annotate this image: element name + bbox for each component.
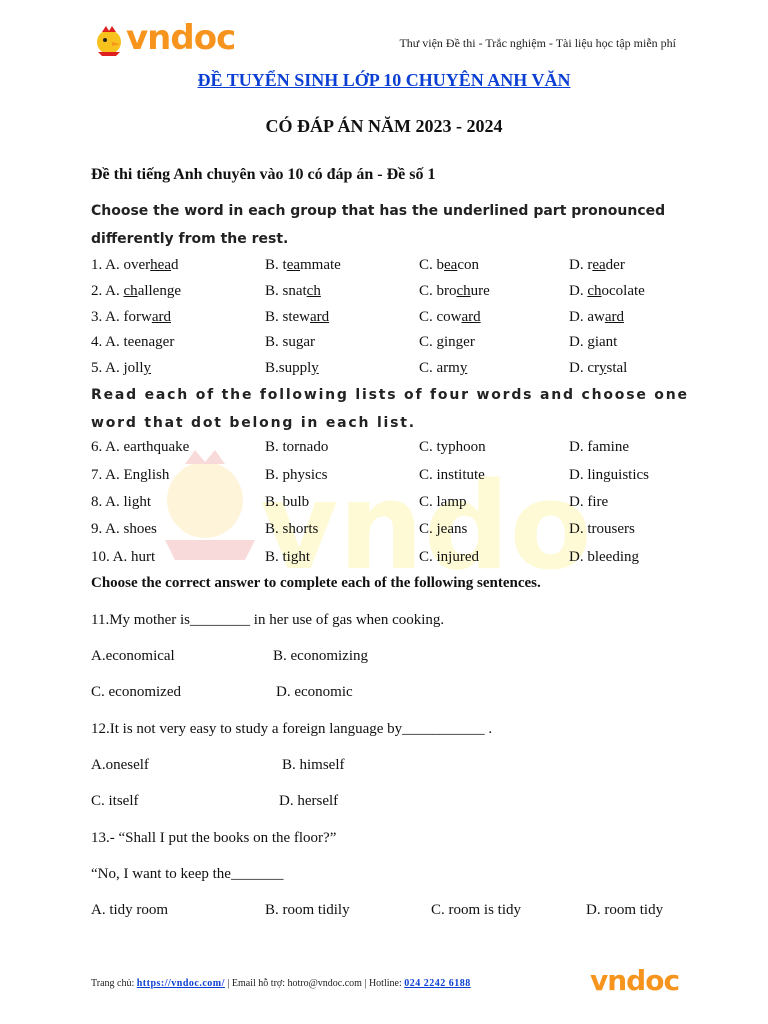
section1-question-row [91,334,711,358]
footer-home-label: Trang chủ: [91,978,135,989]
q13-option-a[interactable]: A. tidy room [91,902,169,918]
word-part: C. arm [419,360,460,376]
q8-option-d[interactable] [569,494,608,511]
underlined-part: ard [461,309,481,325]
q12-option-c[interactable]: C. itself [91,793,139,809]
underlined-part: y [459,360,468,376]
footer-home-link[interactable]: https://vndoc.com/ [136,978,225,989]
q2-option-d[interactable] [569,283,645,300]
q8-option-a[interactable] [91,494,151,511]
word-part: inger [444,334,475,350]
section2-question-row [91,467,711,491]
word-part: C. bro [419,283,457,299]
q9-option-a[interactable] [91,521,157,538]
q5-option-b[interactable] [265,360,319,377]
word-part: ure [470,283,490,299]
word-part: B. stew [265,309,310,325]
q7-option-d[interactable] [569,467,649,484]
q6-option-b[interactable] [265,439,328,456]
underlined-part: ch [306,283,321,299]
question-number: 8. A. [91,494,120,510]
section2-question-row [91,494,711,518]
word-part: ocolate [601,283,645,299]
word-part: B. t [265,257,287,273]
q2-option-a[interactable] [91,283,181,300]
q9-option-d[interactable] [569,521,635,538]
word-part: mmate [300,257,341,273]
footer-hotline[interactable]: 024 2242 6188 [404,978,471,989]
word-part: con [457,257,480,273]
option-text: D. bleeding [569,549,639,565]
question-number: 10. A. [91,549,128,565]
vndoc-logo[interactable] [92,18,242,60]
word-part: C. b [419,257,445,273]
document-subtitle: CÓ ĐÁP ÁN NĂM 2023 - 2024 [265,116,503,136]
q11-option-b[interactable]: B. economizing [273,648,368,664]
section1-question-row [91,283,711,307]
option-text: light [123,494,152,510]
q5-option-a[interactable] [91,360,151,377]
document-title[interactable]: ĐỀ TUYỂN SINH LỚP 10 CHUYÊN ANH VĂN [197,70,571,90]
option-text: C. jeans [419,521,468,537]
q3-option-d[interactable] [569,309,624,326]
header-tagline: Thư viện Đề thi - Trắc nghiệm - Tài liệu học tập miễn phí [399,36,676,50]
q4-option-c[interactable] [419,334,475,351]
word-part: D. cr [569,360,599,376]
q10-option-b[interactable] [265,549,310,566]
underlined-part: ea [592,257,606,273]
q10-option-d[interactable] [569,549,639,566]
q2-option-c[interactable] [419,283,490,300]
option-text: D. fire [569,494,609,510]
word-part: C. cow [419,309,462,325]
underlined-part: y [143,360,152,376]
q6-option-a[interactable] [91,439,189,456]
option-text: B. tornado [265,439,329,455]
q13-option-b[interactable]: B. room tidily [265,902,350,918]
word-part: der [605,257,625,273]
q4-option-d[interactable] [569,334,617,351]
footer-logo[interactable]: vndoc [590,964,680,997]
q13-option-c[interactable]: C. room is tidy [431,902,522,918]
q3-option-a[interactable] [91,309,171,326]
question-number: 1. A. [91,257,120,273]
question-number: 3. A. [91,309,120,325]
q1-option-b[interactable] [265,257,341,274]
q4-option-a[interactable] [91,334,174,351]
word-part: B.suppl [265,360,312,376]
section2-question-row [91,439,711,463]
q7-option-a[interactable] [91,467,169,484]
word-part: D. aw [569,309,605,325]
question-number: 5. A. [91,360,120,376]
option-text: B. tight [265,549,311,565]
word-part: d [171,257,179,273]
option-text: English [123,467,170,483]
q6-option-c[interactable] [419,439,486,456]
underlined-part: ea [286,257,301,273]
question-11-stem: 11.My mother is________ in her use of gas when cooking. [91,612,445,628]
q13-option-d[interactable]: D. room tidy [586,902,664,918]
q1-option-d[interactable] [569,257,625,274]
q12-option-d[interactable]: D. herself [279,793,339,809]
q1-option-c[interactable] [419,257,479,274]
q11-option-d[interactable]: D. economic [276,684,353,700]
q11-option-c[interactable]: C. economized [91,684,181,700]
option-text: D. linguistics [569,467,650,483]
word-part: D. [569,283,588,299]
q6-option-d[interactable] [569,439,629,456]
section2-question-row [91,521,711,545]
underlined-part: g [436,334,445,350]
option-text: B. bulb [265,494,310,510]
exam-name: Đề thi tiếng Anh chuyên vào 10 có đáp án - Đề số 1 [91,166,436,183]
svg-text:vndoc: vndo [260,458,592,590]
q5-option-d[interactable] [569,360,627,377]
underlined-part: ard [151,309,171,325]
q1-option-a[interactable] [91,257,179,274]
underlined-part: hea [150,257,171,273]
option-text: B. shorts [265,521,319,537]
logo-wordmark: vndoc [126,18,236,58]
q9-option-c[interactable] [419,521,467,538]
option-text: D. trousers [569,521,635,537]
underlined-part: y [311,360,319,376]
chicken-mascot-icon [92,24,126,58]
footer-email: | Email hỗ trợ: hotro@vndoc.com | Hotline: [227,978,402,989]
option-text: shoes [123,521,157,537]
question-13-line2: “No, I want to keep the_______ [91,866,284,882]
word-part: forw [123,309,152,325]
q7-option-b[interactable] [265,467,328,484]
underlined-part: ea [444,257,458,273]
section3-instruction: Choose the correct answer to complete each of the following sentences. [91,575,541,591]
question-13-stem: 13.- “Shall I put the books on the floor?” [91,830,337,846]
q12-option-a[interactable]: A.oneself [91,757,149,773]
question-number: 7. A. [91,467,120,483]
word-part: over [123,257,151,273]
option-text: hurt [131,549,156,565]
q8-option-b[interactable] [265,494,309,511]
q4-option-b[interactable] [265,334,315,351]
word-part: D. [569,334,588,350]
word-part: D. r [569,257,593,273]
question-number: 4. A. [91,334,120,350]
q10-option-a[interactable] [91,549,155,566]
word-part: teenager [123,334,175,350]
word-part: joll [123,360,144,376]
section1-instruction: Choose the word in each group that has the underlined part pronounced differently from the rest. [91,203,666,247]
question-12-stem: 12.It is not very easy to study a foreign language by___________ . [91,721,493,737]
q8-option-c[interactable] [419,494,467,511]
underlined-part: ch [456,283,471,299]
word-part: allenge [137,283,181,299]
word-part: iant [594,334,618,350]
section1-question-row [91,257,711,281]
section2-question-row [91,549,711,573]
q5-option-c[interactable] [419,360,467,377]
word-part: stal [606,360,628,376]
question-number: 2. A. [91,283,120,299]
footer-contact [91,978,471,989]
word-part: B. snat [265,283,307,299]
q10-option-c[interactable] [419,549,479,566]
option-text: C. injured [419,549,479,565]
option-text: B. physics [265,467,328,483]
option-text: C. typhoon [419,439,486,455]
section1-question-row [91,309,711,333]
underlined-part: ard [310,309,330,325]
word-part: C. [419,334,437,350]
section2-instruction: Read each of the following lists of four words and choose one word that dot belong in each list. [91,387,689,431]
option-text: C. lamp [419,494,467,510]
underlined-part: g [587,334,595,350]
underlined-part: ard [604,309,624,325]
q2-option-b[interactable] [265,283,321,300]
option-text: C. institute [419,467,485,483]
q3-option-c[interactable] [419,309,481,326]
q7-option-c[interactable] [419,467,485,484]
word-part: B. sugar [265,334,315,350]
question-number: 6. A. [91,439,120,455]
q11-option-a[interactable]: A.economical [91,648,175,664]
option-text: D. famine [569,439,629,455]
q12-option-b[interactable]: B. himself [282,757,345,773]
q3-option-b[interactable] [265,309,329,326]
option-text: earthquake [123,439,190,455]
underlined-part: y [599,360,607,376]
underlined-part: ch [587,283,602,299]
q9-option-b[interactable] [265,521,318,538]
question-number: 9. A. [91,521,120,537]
underlined-part: ch [123,283,138,299]
